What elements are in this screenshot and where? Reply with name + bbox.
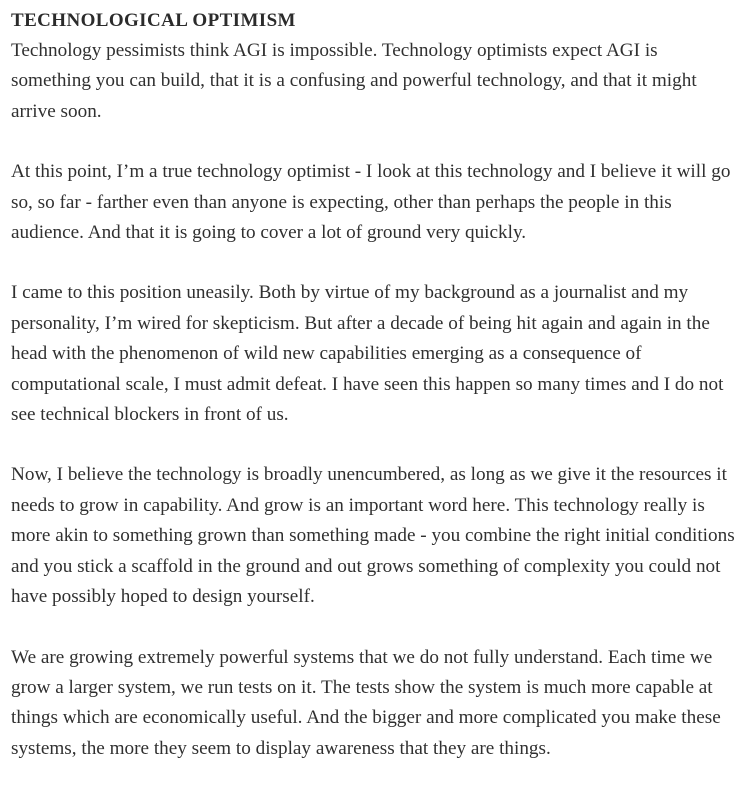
paragraph-2: At this point, I’m a true technology optimist - I look at this technology and I believe it will go so, so far - farther even than anyone is expecting, other than perhaps the people in this audience. And that it is going to cover a lot of ground very quickly. bbox=[11, 161, 731, 244]
paragraph-5: We are growing extremely powerful systems that we do not fully understand. Each time we grow a larger system, we run tests on it. The tests show the system is much more capable at things which are economically useful. And the bigger and more complicated you make these systems, the more they seem to display awareness that they are things. bbox=[11, 646, 721, 759]
section-heading: TECHNOLOGICAL OPTIMISM bbox=[11, 10, 296, 31]
paragraph-1: Technology pessimists think AGI is impossible. Technology optimists expect AGI is something you can build, that it is a confusing and powerful technology, and that it might arrive soon. bbox=[11, 40, 697, 122]
paragraph-3: I came to this position uneasily. Both by virtue of my background as a journalist and my personality, I’m wired for skepticism. But after a decade of being hit again and again in the head with the phenomenon of wild new capabilities emerging as a consequence of computational scale, I must admit defeat. I have seen this happen so many times and I do not see technical blockers in front of us. bbox=[11, 282, 724, 426]
paragraph-4: Now, I believe the technology is broadly unencumbered, as long as we give it the resources it needs to grow in capability. And grow is an important word here. This technology really is more akin to something grown than something made - you combine the right initial conditions and you stick a scaffold in the ground and out grows something of complexity you could not have possibly hoped to design yourself. bbox=[11, 464, 735, 608]
